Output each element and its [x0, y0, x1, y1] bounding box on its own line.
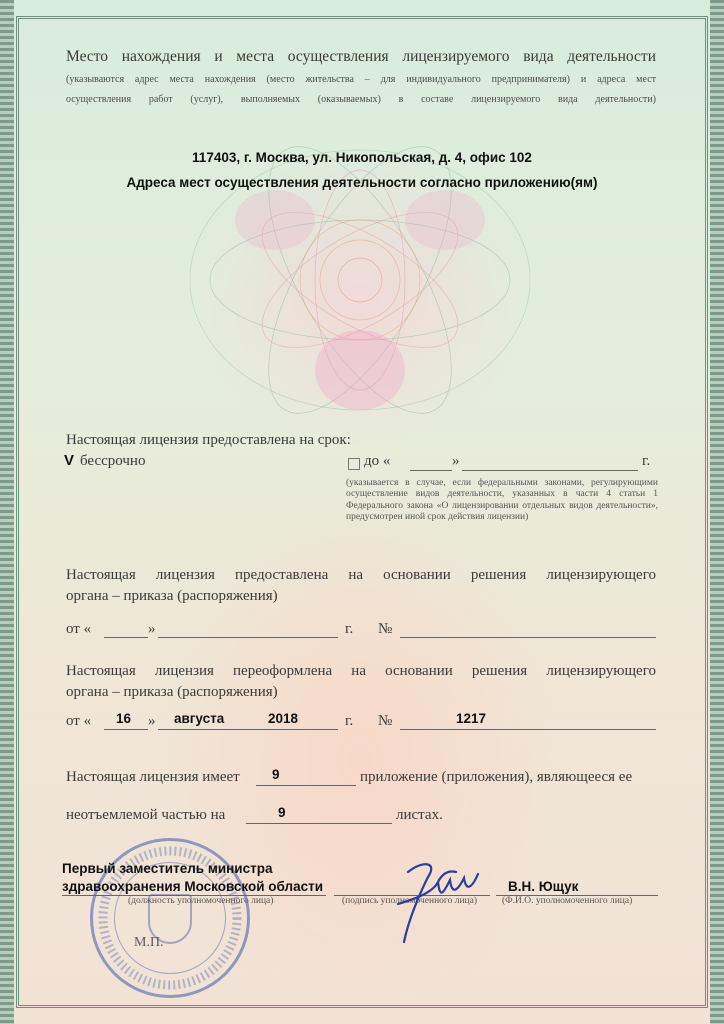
- position-caption: (должность уполномоченного лица): [128, 896, 274, 906]
- term-note: (указывается в случае, если федеральными законами, регулирующими осуществление видов деятельности, указанных в части 4 статьи 1 Федерального закона «О лицензировании отдельных видов деятельности», предусмотрен иной срок действия лицензии): [346, 478, 658, 522]
- basis-quote-close: »: [148, 621, 156, 637]
- appendix-text-d: листах.: [396, 807, 443, 823]
- until-month-year-line: [462, 470, 638, 471]
- handwritten-signature: [378, 852, 488, 948]
- term-label: Настоящая лицензия предоставлена на срок:: [66, 432, 351, 448]
- mp-label: М.П.: [134, 935, 164, 950]
- right-border-ornament: [710, 0, 724, 1024]
- reissue-year: 2018: [268, 711, 299, 726]
- basis-day-line: [104, 637, 148, 638]
- location-note-line1: (указываются адрес места нахождения (место жительства – для индивидуального предпринимателя) и адреса мест: [66, 74, 656, 85]
- reissue-number-line: [400, 729, 656, 730]
- basis-number-label: №: [378, 621, 393, 637]
- reissue-month: августа: [174, 711, 225, 726]
- reissue-day-line: [104, 729, 148, 730]
- reissue-text-line2: органа – приказа (распоряжения): [66, 684, 278, 700]
- basis-number-line: [400, 637, 656, 638]
- until-label: до «: [364, 453, 391, 469]
- appendix-sheets-line: [246, 823, 392, 824]
- basis-text-line2: органа – приказа (распоряжения): [66, 588, 278, 604]
- reissue-quote-close: »: [148, 713, 156, 729]
- reissue-day: 16: [116, 711, 132, 726]
- appendix-count-line: [256, 785, 356, 786]
- name-caption: (Ф.И.О. уполномоченного лица): [502, 896, 633, 906]
- reissue-from-label: от «: [66, 713, 92, 729]
- appendix-text-c: неотъемлемой частью на: [66, 807, 226, 823]
- basis-year-suffix: г.: [345, 621, 354, 637]
- until-day-line: [410, 470, 452, 471]
- appendix-sheets: 9: [278, 805, 286, 820]
- signatory-position-line1: Первый заместитель министра: [62, 861, 273, 876]
- reissue-text-line1: Настоящая лицензия переоформлена на основании решения лицензирующего: [66, 663, 656, 679]
- location-note-line2: осуществления работ (услуг), выполняемых (оказываемых) в составе лицензируемого вида деятельности): [66, 94, 656, 105]
- basis-text-line1: Настоящая лицензия предоставлена на основании решения лицензирующего: [66, 567, 656, 583]
- activity-addresses-line: Адреса мест осуществления деятельности согласно приложению(ям): [126, 175, 598, 190]
- reissue-number: 1217: [456, 711, 487, 726]
- reissue-number-label: №: [378, 713, 393, 729]
- until-year-suffix: г.: [642, 453, 651, 469]
- reissue-month-year-line: [158, 729, 338, 730]
- indefinite-check-mark[interactable]: V: [64, 452, 75, 469]
- appendix-count: 9: [272, 767, 280, 782]
- appendix-text-a: Настоящая лицензия имеет: [66, 769, 240, 785]
- signatory-name: В.Н. Ющук: [508, 879, 579, 894]
- left-border-ornament: [0, 0, 14, 1024]
- reissue-year-suffix: г.: [345, 713, 354, 729]
- basis-from-label: от «: [66, 621, 92, 637]
- basis-month-year-line: [158, 637, 338, 638]
- until-checkbox[interactable]: [348, 458, 360, 470]
- until-quote-close: »: [452, 453, 460, 469]
- signatory-position-line2: здравоохранения Московской области: [62, 879, 324, 894]
- address-line: 117403, г. Москва, ул. Никопольская, д. 4, офис 102: [192, 150, 532, 165]
- appendix-text-b: приложение (приложения), являющееся ее: [360, 769, 633, 785]
- signature-caption: (подпись уполномоченного лица): [342, 896, 478, 906]
- location-heading: Место нахождения и места осуществления лицензируемого вида деятельности: [66, 48, 656, 65]
- indefinite-option-label: бессрочно: [80, 453, 146, 469]
